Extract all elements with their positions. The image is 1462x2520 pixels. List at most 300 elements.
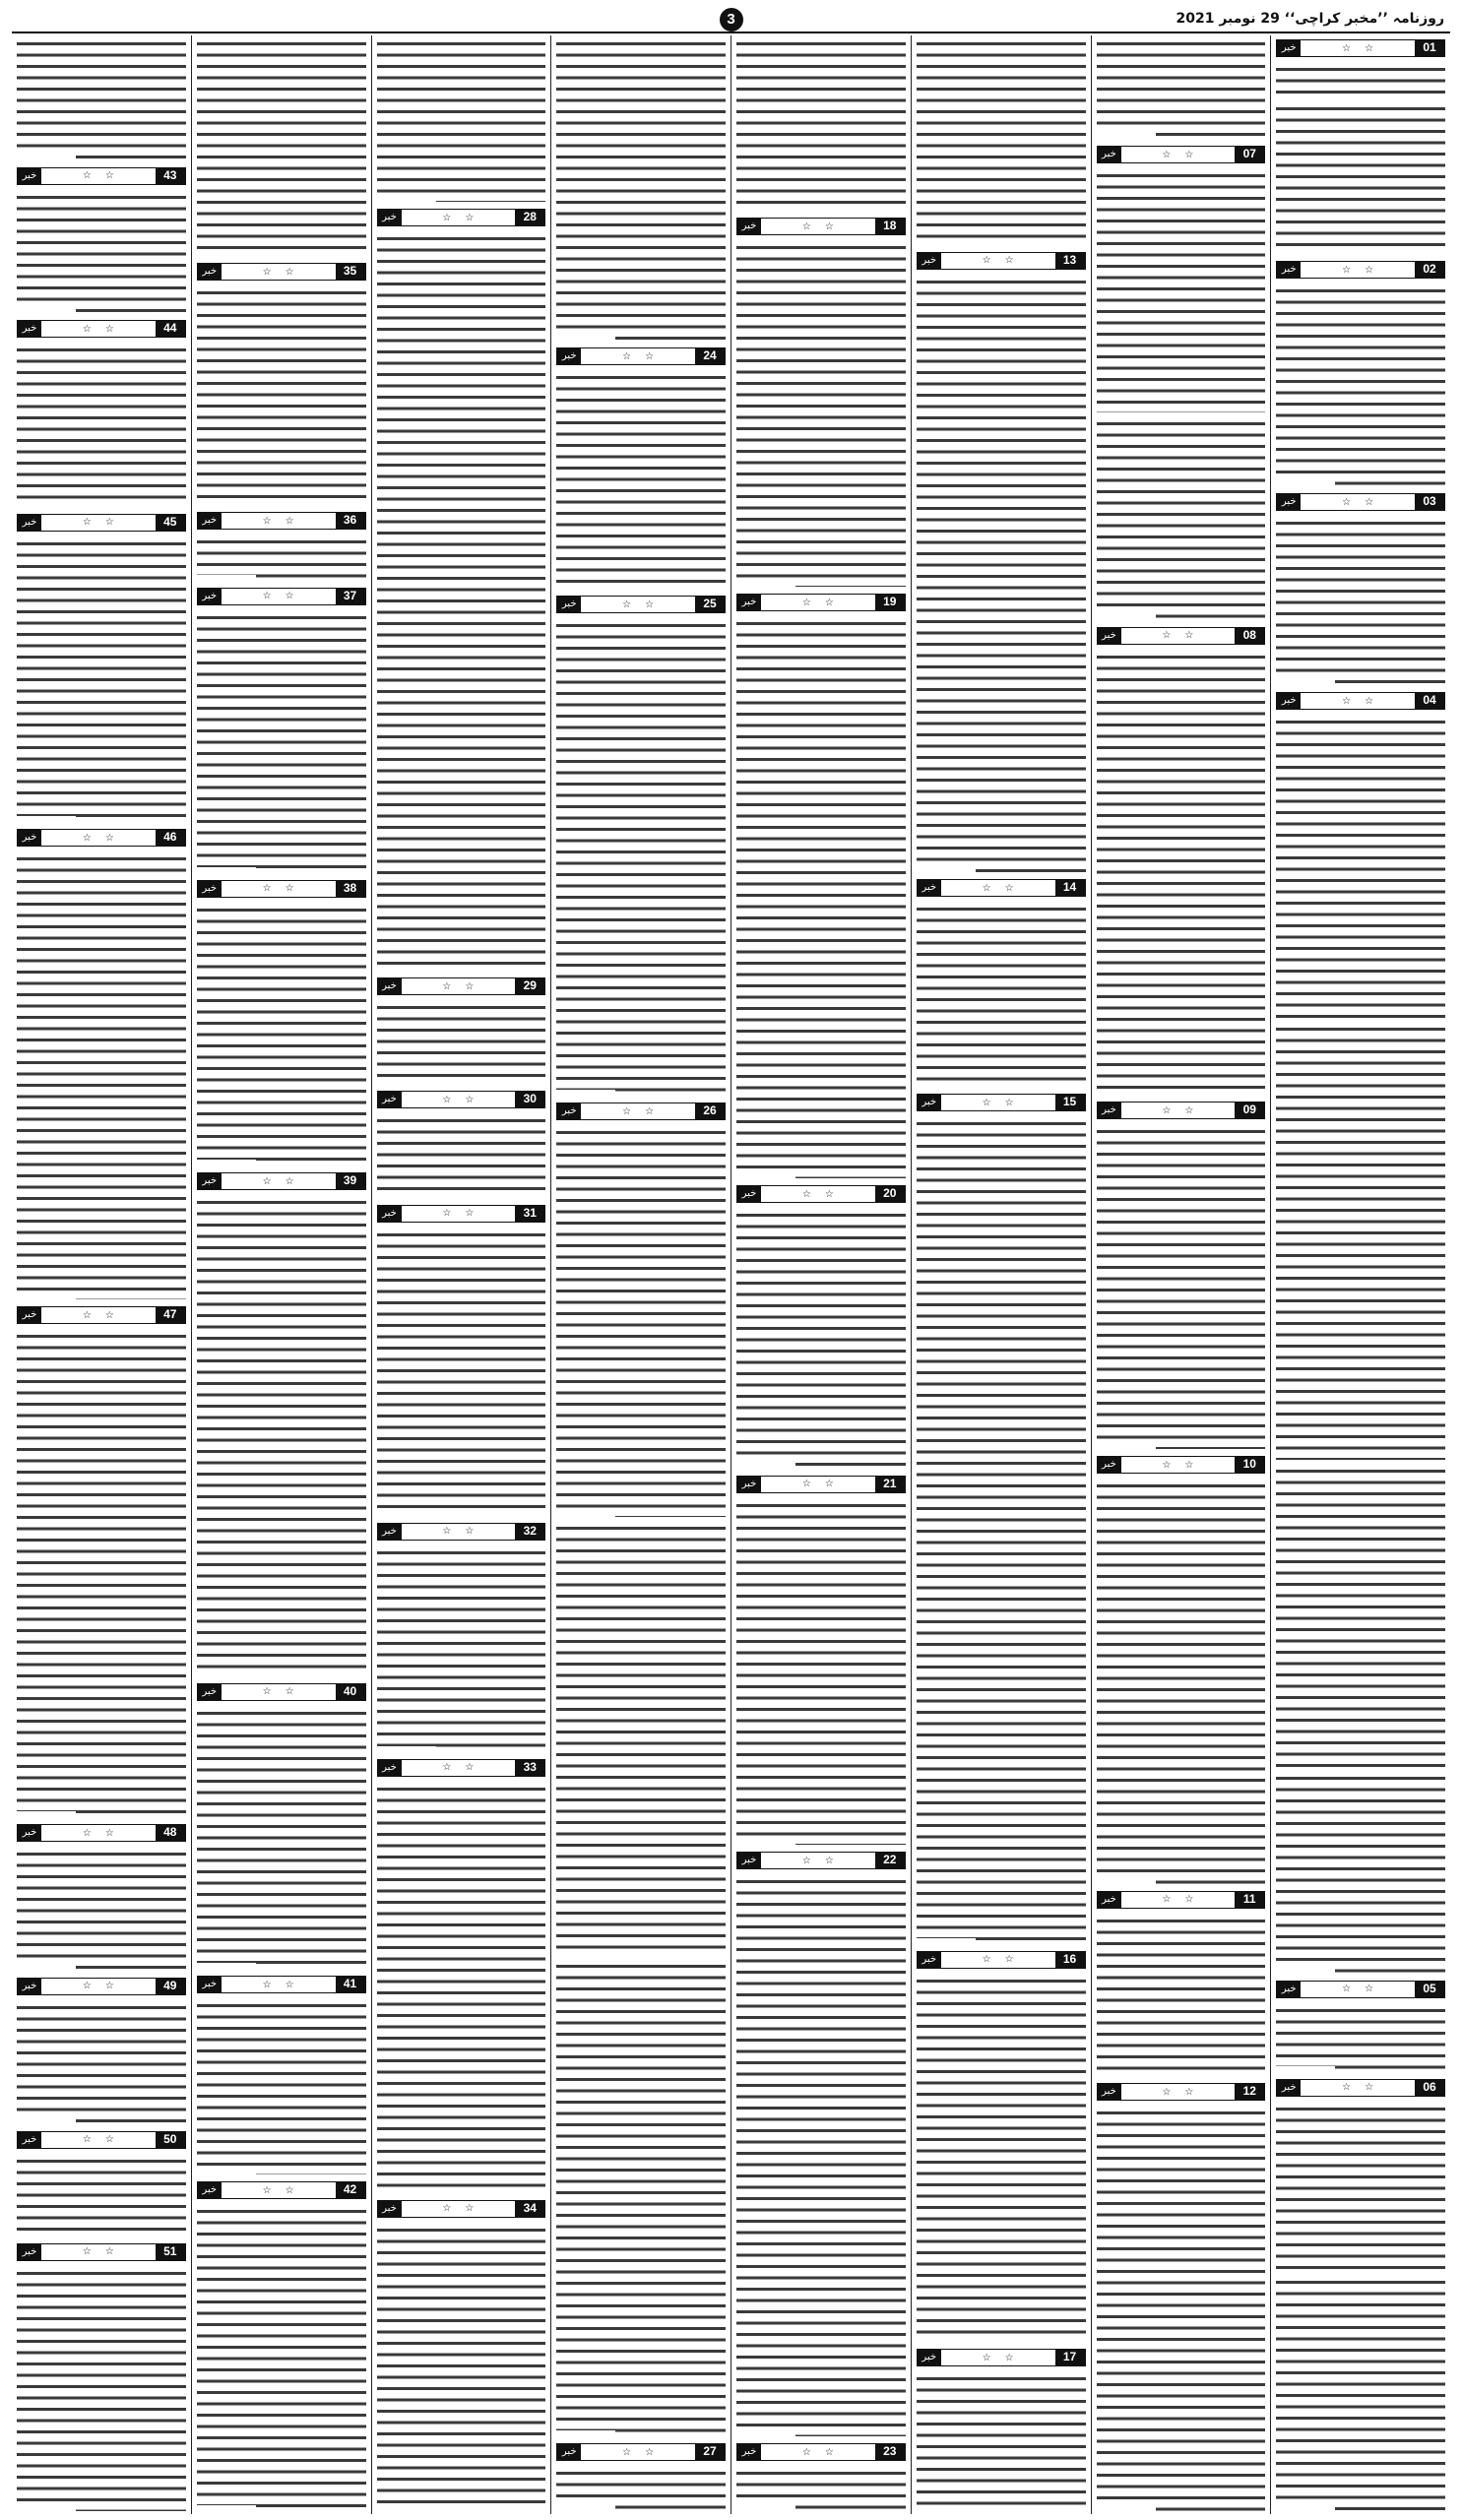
star-icon: ☆ bbox=[1342, 2082, 1352, 2094]
article-number: 47 bbox=[156, 1307, 185, 1323]
star-icon: ☆ bbox=[1184, 149, 1194, 160]
article-text-block bbox=[17, 38, 186, 160]
article-text-block bbox=[1276, 1466, 1445, 1767]
star-rule bbox=[1121, 147, 1236, 162]
article-text-block bbox=[1276, 103, 1445, 254]
article-number: 12 bbox=[1235, 2084, 1264, 2100]
article-text-block bbox=[556, 620, 726, 1096]
star-rule bbox=[222, 589, 336, 604]
article-header bbox=[556, 347, 726, 365]
star-rule bbox=[1301, 1982, 1415, 1997]
article-text-block bbox=[197, 38, 366, 256]
article-header bbox=[736, 1476, 906, 1493]
star-icon: ☆ bbox=[1365, 2082, 1374, 2094]
star-rule bbox=[222, 2182, 336, 2198]
article-number: 43 bbox=[156, 168, 185, 184]
star-icon: ☆ bbox=[1162, 2086, 1172, 2098]
article-text-block bbox=[556, 1523, 726, 1955]
article-text-block bbox=[1276, 1024, 1445, 1459]
article-tag: خبر bbox=[378, 1092, 402, 1107]
article-tag: خبر bbox=[198, 264, 222, 280]
star-rule bbox=[761, 1186, 875, 1202]
star-rule bbox=[402, 978, 516, 994]
article-text-block bbox=[556, 38, 726, 341]
article-number: 32 bbox=[515, 1524, 544, 1540]
article-number: 01 bbox=[1415, 40, 1444, 56]
article-text-block bbox=[1276, 2277, 1445, 2511]
star-icon: ☆ bbox=[465, 980, 475, 992]
article-text-block bbox=[556, 372, 726, 589]
star-icon: ☆ bbox=[801, 1188, 811, 1200]
star-rule bbox=[222, 1173, 336, 1189]
star-icon: ☆ bbox=[262, 2184, 272, 2196]
star-icon: ☆ bbox=[801, 2446, 811, 2458]
star-rule bbox=[941, 1095, 1055, 1110]
article-header bbox=[917, 1951, 1086, 1969]
masthead bbox=[12, 8, 1450, 33]
star-icon: ☆ bbox=[824, 1479, 834, 1490]
article-header bbox=[197, 880, 366, 898]
article-tag: خبر bbox=[198, 2182, 222, 2198]
star-icon: ☆ bbox=[465, 1762, 475, 1774]
star-rule bbox=[402, 1092, 516, 1107]
article-tag: خبر bbox=[18, 2244, 41, 2260]
article-tag: خبر bbox=[1277, 494, 1301, 510]
star-rule bbox=[41, 2244, 156, 2260]
article-number: 20 bbox=[875, 1186, 905, 1202]
article-text-block bbox=[556, 1961, 726, 2436]
star-icon: ☆ bbox=[824, 1855, 834, 1866]
article-text-block bbox=[736, 2468, 906, 2511]
article-number: 25 bbox=[695, 597, 725, 612]
article-text-block bbox=[1276, 285, 1445, 486]
article-text-block bbox=[197, 1197, 366, 1676]
star-icon: ☆ bbox=[1365, 695, 1374, 707]
star-rule bbox=[41, 1307, 156, 1323]
column-3 bbox=[911, 35, 1091, 2514]
star-icon: ☆ bbox=[801, 1479, 811, 1490]
star-rule bbox=[1301, 693, 1415, 709]
star-icon: ☆ bbox=[801, 1855, 811, 1866]
article-header bbox=[377, 2200, 546, 2218]
star-rule bbox=[402, 1206, 516, 1222]
article-tag: خبر bbox=[1098, 147, 1121, 162]
article-number: 29 bbox=[515, 978, 544, 994]
star-rule bbox=[41, 2132, 156, 2148]
star-icon: ☆ bbox=[1004, 1954, 1014, 1966]
article-tag: خبر bbox=[737, 595, 761, 610]
article-number: 39 bbox=[336, 1173, 365, 1189]
article-tag: خبر bbox=[18, 321, 41, 337]
article-text-block bbox=[377, 1002, 546, 1084]
star-icon: ☆ bbox=[104, 2134, 114, 2146]
article-tag: خبر bbox=[918, 253, 941, 269]
article-header bbox=[1276, 2079, 1445, 2097]
article-header bbox=[1276, 261, 1445, 279]
star-rule bbox=[222, 264, 336, 280]
article-text-block bbox=[736, 1210, 906, 1469]
article-tag: خبر bbox=[378, 210, 402, 225]
article-text-block bbox=[17, 853, 186, 1299]
article-number: 17 bbox=[1055, 2350, 1085, 2365]
star-icon: ☆ bbox=[1162, 149, 1172, 160]
article-text-block bbox=[17, 2156, 186, 2236]
star-icon: ☆ bbox=[1184, 1894, 1194, 1906]
article-text-block bbox=[377, 1547, 546, 1752]
star-icon: ☆ bbox=[442, 1762, 452, 1774]
article-number: 42 bbox=[336, 2182, 365, 2198]
star-icon: ☆ bbox=[82, 1827, 92, 1839]
article-header bbox=[17, 1978, 186, 1995]
star-icon: ☆ bbox=[465, 212, 475, 223]
star-icon: ☆ bbox=[262, 266, 272, 278]
article-tag: خبر bbox=[18, 830, 41, 846]
article-header bbox=[17, 829, 186, 847]
article-text-block bbox=[377, 233, 546, 971]
page-number-badge: 3 bbox=[720, 8, 743, 32]
star-icon: ☆ bbox=[801, 597, 811, 608]
star-icon: ☆ bbox=[1004, 882, 1014, 894]
article-number: 34 bbox=[515, 2201, 544, 2217]
article-number: 41 bbox=[336, 1977, 365, 1992]
article-tag: خبر bbox=[1277, 262, 1301, 278]
star-rule bbox=[1121, 1457, 1236, 1473]
article-tag: خبر bbox=[18, 2132, 41, 2148]
star-icon: ☆ bbox=[82, 323, 92, 335]
article-tag: خبر bbox=[1277, 40, 1301, 56]
star-icon: ☆ bbox=[982, 255, 991, 267]
column-7 bbox=[191, 35, 371, 2514]
article-number: 40 bbox=[336, 1684, 365, 1700]
star-rule bbox=[581, 2444, 695, 2460]
article-tag: خبر bbox=[18, 515, 41, 531]
article-tag: خبر bbox=[18, 1979, 41, 1994]
article-header bbox=[1097, 2083, 1266, 2101]
article-text-block bbox=[556, 1127, 726, 1516]
article-text-block bbox=[1097, 418, 1266, 620]
article-number: 30 bbox=[515, 1092, 544, 1107]
star-icon: ☆ bbox=[1184, 2086, 1194, 2098]
article-header bbox=[736, 1185, 906, 1203]
star-icon: ☆ bbox=[982, 1954, 991, 1966]
article-header bbox=[197, 588, 366, 605]
article-header bbox=[17, 1824, 186, 1842]
star-icon: ☆ bbox=[1365, 264, 1374, 276]
article-header bbox=[1097, 627, 1266, 645]
star-rule bbox=[941, 1952, 1055, 1968]
article-text-block bbox=[197, 2206, 366, 2511]
article-header bbox=[736, 2443, 906, 2461]
article-header bbox=[1097, 1456, 1266, 1474]
article-header bbox=[197, 263, 366, 281]
article-number: 37 bbox=[336, 589, 365, 604]
star-icon: ☆ bbox=[285, 1979, 294, 1990]
article-header bbox=[17, 1306, 186, 1324]
article-number: 33 bbox=[515, 1760, 544, 1776]
star-icon: ☆ bbox=[1342, 264, 1352, 276]
article-header bbox=[197, 1976, 366, 1993]
article-text-block bbox=[17, 1331, 186, 1817]
article-number: 15 bbox=[1055, 1095, 1085, 1110]
star-icon: ☆ bbox=[1365, 496, 1374, 508]
star-icon: ☆ bbox=[442, 1094, 452, 1105]
article-number: 28 bbox=[515, 210, 544, 225]
star-rule bbox=[1301, 262, 1415, 278]
article-number: 38 bbox=[336, 881, 365, 897]
article-text-block bbox=[1276, 2104, 1445, 2271]
article-text-block bbox=[1097, 2108, 1266, 2511]
star-icon: ☆ bbox=[104, 170, 114, 182]
article-text-block bbox=[736, 1876, 906, 2436]
article-number: 04 bbox=[1415, 693, 1444, 709]
article-text-block bbox=[377, 2225, 546, 2511]
article-header bbox=[17, 2131, 186, 2149]
article-tag: خبر bbox=[557, 597, 581, 612]
star-icon: ☆ bbox=[285, 515, 294, 527]
star-icon: ☆ bbox=[82, 832, 92, 844]
star-rule bbox=[761, 2444, 875, 2460]
star-rule bbox=[1301, 40, 1415, 56]
article-text-block bbox=[17, 2002, 186, 2124]
article-header bbox=[556, 596, 726, 613]
article-header bbox=[17, 514, 186, 532]
article-tag: خبر bbox=[198, 1684, 222, 1700]
star-icon: ☆ bbox=[622, 2446, 632, 2458]
article-text-block bbox=[736, 38, 906, 211]
star-icon: ☆ bbox=[622, 598, 632, 610]
article-tag: خبر bbox=[1098, 1102, 1121, 1118]
star-rule bbox=[402, 1524, 516, 1540]
star-icon: ☆ bbox=[442, 980, 452, 992]
article-text-block bbox=[736, 242, 906, 587]
article-number: 23 bbox=[875, 2444, 905, 2460]
article-tag: خبر bbox=[18, 168, 41, 184]
star-icon: ☆ bbox=[285, 2184, 294, 2196]
star-icon: ☆ bbox=[824, 2446, 834, 2458]
star-icon: ☆ bbox=[824, 220, 834, 232]
star-rule bbox=[761, 595, 875, 610]
article-number: 35 bbox=[336, 264, 365, 280]
article-tag: خبر bbox=[378, 2201, 402, 2217]
article-tag: خبر bbox=[557, 348, 581, 364]
star-icon: ☆ bbox=[1004, 1097, 1014, 1108]
article-number: 46 bbox=[156, 830, 185, 846]
star-rule bbox=[41, 515, 156, 531]
star-icon: ☆ bbox=[82, 2134, 92, 2146]
article-number: 10 bbox=[1235, 1457, 1264, 1473]
article-header bbox=[1276, 692, 1445, 710]
article-header bbox=[917, 252, 1086, 270]
article-number: 06 bbox=[1415, 2080, 1444, 2096]
article-header bbox=[1276, 39, 1445, 57]
article-text-block bbox=[1276, 1773, 1445, 1974]
star-icon: ☆ bbox=[82, 1309, 92, 1321]
star-rule bbox=[222, 881, 336, 897]
article-number: 09 bbox=[1235, 1102, 1264, 1118]
article-text-block bbox=[1276, 518, 1445, 685]
article-header bbox=[917, 1094, 1086, 1111]
article-header bbox=[1097, 146, 1266, 163]
article-text-block bbox=[17, 538, 186, 822]
article-tag: خبر bbox=[378, 1524, 402, 1540]
star-icon: ☆ bbox=[104, 2246, 114, 2258]
star-rule bbox=[222, 1684, 336, 1700]
article-tag: خبر bbox=[737, 1477, 761, 1492]
article-text-block bbox=[377, 1115, 546, 1197]
article-tag: خبر bbox=[1098, 628, 1121, 644]
article-number: 07 bbox=[1235, 147, 1264, 162]
star-icon: ☆ bbox=[285, 591, 294, 602]
star-icon: ☆ bbox=[982, 2352, 991, 2363]
column-6 bbox=[371, 35, 551, 2514]
column-2 bbox=[1091, 35, 1271, 2514]
article-header bbox=[197, 1172, 366, 1190]
star-icon: ☆ bbox=[104, 323, 114, 335]
star-rule bbox=[222, 1977, 336, 1992]
star-icon: ☆ bbox=[645, 2446, 655, 2458]
article-text-block bbox=[197, 2000, 366, 2174]
article-tag: خبر bbox=[918, 880, 941, 896]
article-number: 27 bbox=[695, 2444, 725, 2460]
star-icon: ☆ bbox=[645, 598, 655, 610]
article-text-block bbox=[736, 618, 906, 1178]
article-tag: خبر bbox=[1277, 2080, 1301, 2096]
article-columns bbox=[12, 35, 1450, 2514]
star-icon: ☆ bbox=[1342, 496, 1352, 508]
star-icon: ☆ bbox=[824, 597, 834, 608]
star-icon: ☆ bbox=[285, 266, 294, 278]
star-rule bbox=[581, 1103, 695, 1119]
star-icon: ☆ bbox=[262, 1686, 272, 1698]
star-icon: ☆ bbox=[465, 1094, 475, 1105]
star-icon: ☆ bbox=[1184, 1104, 1194, 1116]
star-icon: ☆ bbox=[1184, 630, 1194, 642]
star-icon: ☆ bbox=[262, 515, 272, 527]
star-rule bbox=[581, 348, 695, 364]
article-tag: خبر bbox=[198, 1977, 222, 1992]
article-tag: خبر bbox=[737, 1853, 761, 1868]
article-text-block bbox=[17, 1849, 186, 1971]
article-text-block bbox=[917, 1118, 1086, 1943]
article-number: 44 bbox=[156, 321, 185, 337]
article-header bbox=[736, 594, 906, 611]
article-number: 45 bbox=[156, 515, 185, 531]
star-icon: ☆ bbox=[104, 1309, 114, 1321]
star-rule bbox=[761, 219, 875, 234]
article-text-block bbox=[197, 1708, 366, 1969]
article-tag: خبر bbox=[1098, 2084, 1121, 2100]
article-tag: خبر bbox=[1277, 1982, 1301, 1997]
article-text-block bbox=[17, 345, 186, 507]
article-header bbox=[556, 1102, 726, 1120]
star-icon: ☆ bbox=[824, 1188, 834, 1200]
article-number: 21 bbox=[875, 1477, 905, 1492]
star-icon: ☆ bbox=[285, 1175, 294, 1187]
article-number: 13 bbox=[1055, 253, 1085, 269]
star-rule bbox=[1121, 1102, 1236, 1118]
star-rule bbox=[1121, 628, 1236, 644]
article-tag: خبر bbox=[918, 1952, 941, 1968]
article-text-block bbox=[1097, 1916, 1266, 2077]
article-tag: خبر bbox=[1098, 1457, 1121, 1473]
article-tag: خبر bbox=[918, 1095, 941, 1110]
article-number: 48 bbox=[156, 1825, 185, 1841]
article-text-block bbox=[17, 2268, 186, 2511]
star-icon: ☆ bbox=[1162, 1894, 1172, 1906]
article-tag: خبر bbox=[198, 513, 222, 529]
star-rule bbox=[41, 830, 156, 846]
star-rule bbox=[41, 1979, 156, 1994]
article-number: 22 bbox=[875, 1853, 905, 1868]
article-text-block bbox=[1097, 1126, 1266, 1449]
article-header bbox=[377, 1091, 546, 1108]
article-number: 26 bbox=[695, 1103, 725, 1119]
article-header bbox=[197, 512, 366, 530]
star-rule bbox=[41, 168, 156, 184]
star-rule bbox=[941, 2350, 1055, 2365]
star-icon: ☆ bbox=[442, 1526, 452, 1538]
star-rule bbox=[1121, 2084, 1236, 2100]
star-rule bbox=[941, 880, 1055, 896]
star-icon: ☆ bbox=[442, 1208, 452, 1220]
star-icon: ☆ bbox=[1365, 1984, 1374, 1995]
article-header bbox=[17, 2243, 186, 2261]
article-tag: خبر bbox=[378, 1760, 402, 1776]
article-tag: خبر bbox=[198, 1173, 222, 1189]
star-icon: ☆ bbox=[465, 1526, 475, 1538]
article-text-block bbox=[1097, 38, 1266, 139]
star-icon: ☆ bbox=[1162, 630, 1172, 642]
article-text-block bbox=[1276, 717, 1445, 1018]
article-header bbox=[377, 1759, 546, 1777]
article-text-block bbox=[1276, 64, 1445, 97]
article-text-block bbox=[1097, 1480, 1266, 1884]
article-header bbox=[17, 167, 186, 185]
article-number: 03 bbox=[1415, 494, 1444, 510]
star-icon: ☆ bbox=[262, 591, 272, 602]
star-icon: ☆ bbox=[1162, 1459, 1172, 1471]
star-rule bbox=[402, 1760, 516, 1776]
article-tag: خبر bbox=[198, 589, 222, 604]
star-icon: ☆ bbox=[465, 1208, 475, 1220]
star-icon: ☆ bbox=[442, 2203, 452, 2215]
star-icon: ☆ bbox=[104, 517, 114, 529]
article-number: 16 bbox=[1055, 1952, 1085, 1968]
column-4 bbox=[731, 35, 911, 2514]
article-text-block bbox=[197, 612, 366, 873]
star-icon: ☆ bbox=[82, 1981, 92, 1992]
star-rule bbox=[41, 1825, 156, 1841]
article-text-block bbox=[377, 38, 546, 202]
star-icon: ☆ bbox=[645, 1105, 655, 1117]
star-icon: ☆ bbox=[1342, 1984, 1352, 1995]
article-tag: خبر bbox=[918, 2350, 941, 2365]
article-header bbox=[197, 2181, 366, 2199]
article-number: 51 bbox=[156, 2244, 185, 2260]
article-text-block bbox=[917, 277, 1086, 872]
star-icon: ☆ bbox=[622, 350, 632, 362]
star-rule bbox=[1121, 1892, 1236, 1908]
article-text-block bbox=[917, 1976, 1086, 2343]
article-number: 14 bbox=[1055, 880, 1085, 896]
star-rule bbox=[581, 597, 695, 612]
article-text-block bbox=[736, 1500, 906, 1845]
article-text-block bbox=[377, 1784, 546, 2193]
article-text-block bbox=[917, 2373, 1086, 2511]
article-header bbox=[1097, 1102, 1266, 1119]
article-header bbox=[1276, 493, 1445, 511]
star-icon: ☆ bbox=[82, 170, 92, 182]
